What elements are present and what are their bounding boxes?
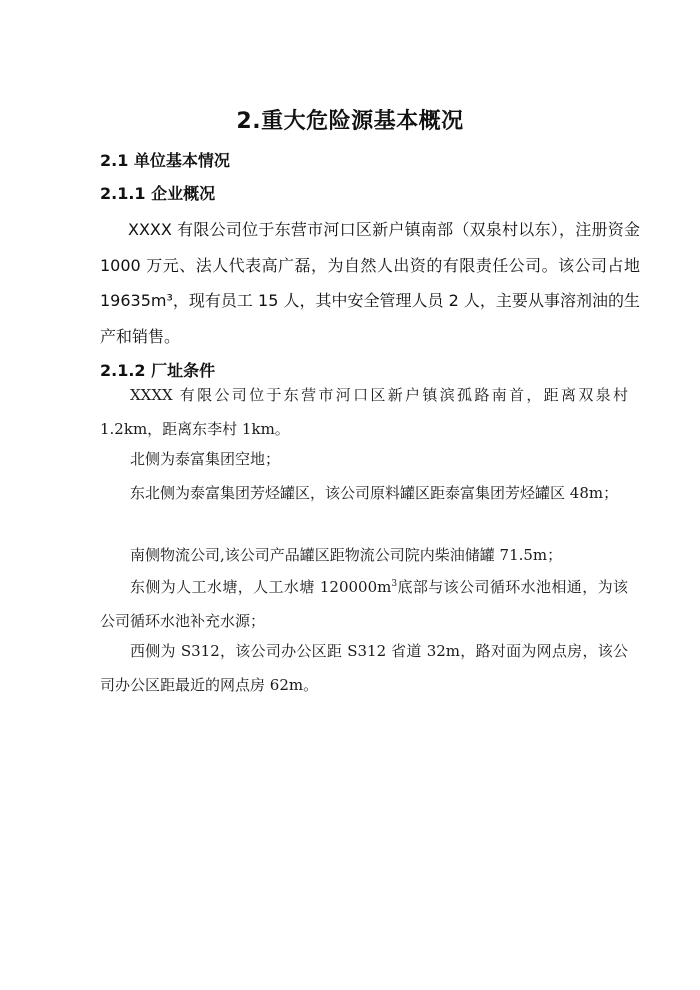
paragraph-east-side — [100, 570, 628, 638]
superscript-3: 3 — [391, 579, 398, 589]
east-side-text-b: 底部与该公司循环水池相通，为该公司循环水池补充水源； — [100, 578, 628, 630]
paragraph-northeast-side: 东北侧为泰富集团芳烃罐区，该公司原料罐区距泰富集团芳烃罐区 48m； — [130, 484, 619, 502]
section-heading-2-1-2: 2.1.2 厂址条件 — [100, 361, 216, 380]
paragraph-west-side: 西侧为 S312，该公司办公区距 S312 省道 32m，路对面为网点房，该公司办公区距最近的网点房 62m。 — [100, 642, 628, 694]
paragraph-site-location: XXXX 有限公司位于东营市河口区新户镇滨孤路南首，距离双泉村 1.2km，距离东李村 1km。 — [100, 386, 628, 438]
section-heading-2-1: 2.1 单位基本情况 — [100, 151, 230, 170]
east-side-text-a: 东侧为人工水塘，人工水塘 120000m — [130, 578, 392, 596]
paragraph-company-overview: XXXX 有限公司位于东营市河口区新户镇南部（双泉村以东），注册资金 1000 万元、法人代表高广磊，为自然人出资的有限责任公司。该公司占地 19635m³，现有员工 15 人，其中安全管理人员 2 人，主要从事溶剂油的生产和销售。 — [100, 220, 640, 346]
section-heading-2-1-1: 2.1.1 企业概况 — [100, 184, 216, 203]
paragraph-north-side: 北侧为泰富集团空地； — [130, 450, 281, 468]
paragraph-south-side: 南侧物流公司,该公司产品罐区距物流公司院内柴油储罐 71.5m； — [130, 546, 563, 564]
page-title: 2.重大危险源基本概况 — [236, 109, 464, 134]
